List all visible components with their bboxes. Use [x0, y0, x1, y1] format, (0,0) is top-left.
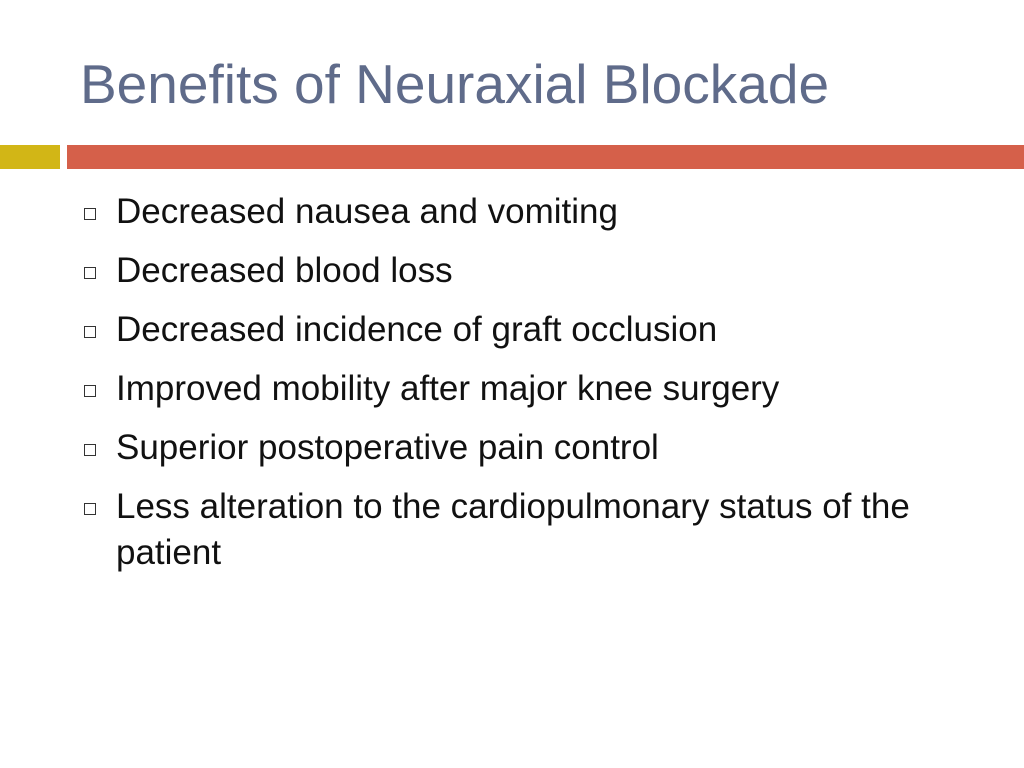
- bullet-item: [80, 307, 980, 353]
- bullet-item: [80, 189, 980, 235]
- hollow-square-bullet-icon: [84, 208, 96, 220]
- hollow-square-bullet-icon: [84, 444, 96, 456]
- bullet-text: Decreased nausea and vomiting: [116, 192, 618, 231]
- bullet-item: [80, 366, 980, 412]
- bullet-list: [80, 189, 980, 589]
- slide-title: Benefits of Neuraxial Blockade: [80, 53, 830, 115]
- hollow-square-bullet-icon: [84, 326, 96, 338]
- hollow-square-bullet-icon: [84, 385, 96, 397]
- bullet-text: Less alteration to the cardiopulmonary status of the patient: [116, 487, 910, 572]
- title-divider-accent-left: [0, 145, 60, 169]
- bullet-text: Decreased incidence of graft occlusion: [116, 310, 718, 349]
- bullet-text: Superior postoperative pain control: [116, 428, 659, 467]
- bullet-item: [80, 484, 980, 576]
- bullet-text: Decreased blood loss: [116, 251, 453, 290]
- hollow-square-bullet-icon: [84, 267, 96, 279]
- hollow-square-bullet-icon: [84, 503, 96, 515]
- bullet-item: [80, 425, 980, 471]
- bullet-text: Improved mobility after major knee surgery: [116, 369, 780, 408]
- title-divider-accent-right: [67, 145, 1024, 169]
- bullet-item: [80, 248, 980, 294]
